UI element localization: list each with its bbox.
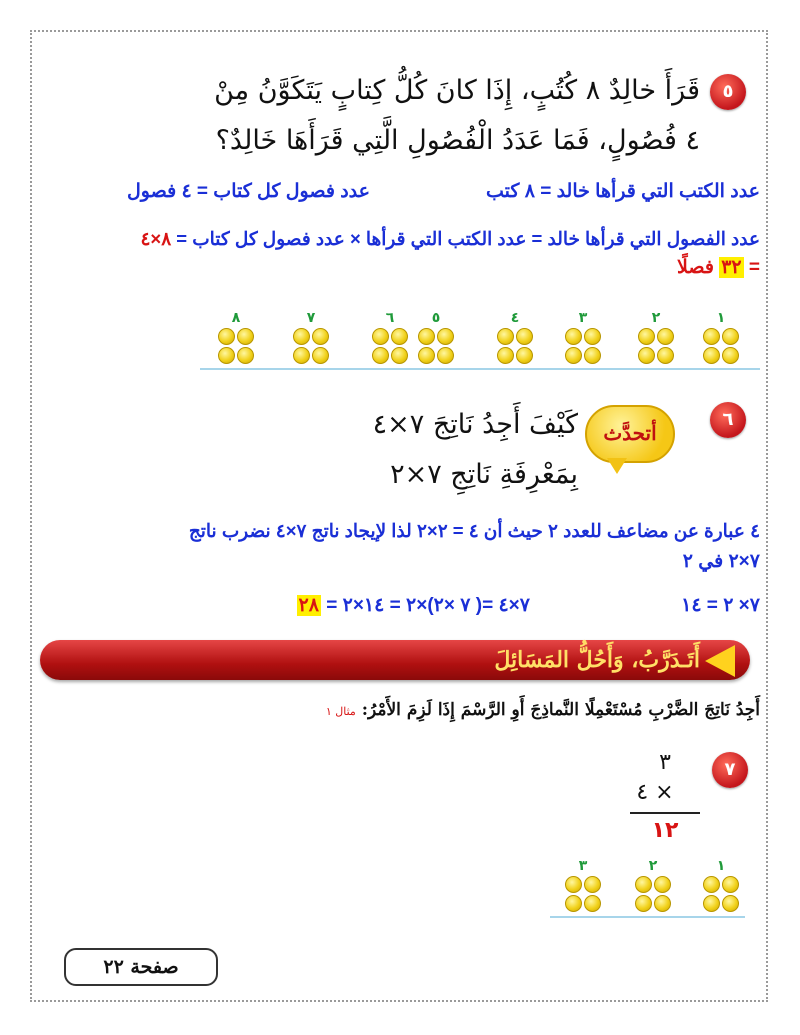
counter-group-label: ٢ [648,858,658,874]
counter-dot [497,328,514,345]
counter-group [703,328,739,364]
counter-dot [312,328,329,345]
counter-group [218,328,254,364]
question-5-line-2: ٤ فُصُولٍ، فَمَا عَدَدُ الْفُصُولِ الَّتِي قَرَأَهَا خَالِدٌ؟ [215,125,700,156]
counter-dot [654,895,671,912]
answer-6-equation-right: ٧× ٢ = ١٤ [681,595,760,616]
counter-dot [722,328,739,345]
counter-dot [722,876,739,893]
counter-dot [584,328,601,345]
counter-dot [703,895,720,912]
counter-group [703,876,739,912]
counter-dot [703,328,720,345]
instruction-line [40,700,760,720]
chapters-per-book-line: عدد فصول كل كتاب = ٤ فصول [126,181,370,202]
counter-dot [293,328,310,345]
counter-group-label: ٤ [510,310,520,326]
chapters-result-unit: فصلًا [677,257,720,278]
answer-6-explanation-1: ٤ عبارة عن مضاعف للعدد ٢ حيث أن ٤ = ٢×٢ لذا لإيجاد ناتج ٧×٤ نضرب ناتج [188,520,760,541]
counter-dot [516,328,533,345]
counter-dot [584,895,601,912]
talk-bubble [585,405,675,463]
counter-dot [237,328,254,345]
counter-group [418,328,454,364]
counter-dot [418,328,435,345]
counter-dot [418,347,435,364]
question-5-number: ٥ [710,74,746,110]
counter-baseline [550,916,745,918]
chapters-equals: = [743,257,760,278]
counter-dot [312,347,329,364]
counter-group-label: ١ [716,310,726,326]
banner-title: أَتَـدَرَّبُ، وَأَحُلُّ المَسَائِلَ [494,647,700,673]
example-ref: مثال ١ [325,705,356,718]
answer-6-equation-text: ٧×٤ =( ٧ ×٢)×٢ = ١٤×٢ = [320,595,530,616]
q7-sum-line [630,812,700,814]
counter-dot [654,876,671,893]
question-6-number: ٦ [710,402,746,438]
counter-group [635,876,671,912]
counter-dot [657,347,674,364]
talk-bubble-tail [607,458,627,474]
counter-dot [437,328,454,345]
counter-dot [391,347,408,364]
counter-dot [638,328,655,345]
counter-dot [565,328,582,345]
counter-baseline [200,368,760,370]
counter-dot [635,895,652,912]
question-5-line-1: قَرَأَ خالِدٌ ٨ كُتُبٍ، إِذَا كانَ كُلُّ كِتابٍ يَتَكَوَّنُ مِنْ [214,75,700,106]
counter-group [638,328,674,364]
counter-dot [657,328,674,345]
counter-dot [638,347,655,364]
counter-dot [584,347,601,364]
books-count-line: عدد الكتب التي قرأها خالد = ٨ كتب [485,181,760,202]
chapters-formula-expression: ٨×٤ [140,228,172,249]
question-6-line-2: بِمَعْرِفَةِ نَاتِجِ ٧×٢ [390,459,578,490]
counter-group-label: ٥ [431,310,441,326]
q7-multiplier: ٤ × [636,780,674,805]
counter-dot [722,347,739,364]
counter-dot [703,347,720,364]
counter-dot [497,347,514,364]
counter-dot [584,876,601,893]
counter-dot [703,876,720,893]
answer-6-explanation-2: ٧×٢ في ٢ [682,551,760,572]
counter-group-label: ١ [716,858,726,874]
counter-dot [237,347,254,364]
counter-dot [565,347,582,364]
counter-dot [722,895,739,912]
counter-group-label: ٧ [306,310,316,326]
q7-result: ١٢ [651,818,679,843]
counter-dot [391,328,408,345]
counter-dot [635,876,652,893]
counter-dot [372,328,389,345]
page-number: صفحة ٢٢ [103,956,179,978]
counter-group-label: ٣ [578,858,588,874]
counter-group [565,876,601,912]
counter-dot [293,347,310,364]
answer-6-equation-left [170,594,530,617]
counter-dot [565,895,582,912]
banner-arrow-icon [705,645,735,677]
chapters-formula-line [40,228,760,250]
instruction-text: أَجِدُ نَاتِجَ الضَّرْبِ مُسْتَعْمِلًا النَّماذِجَ أَوِ الرَّسْمَ إِذَا لَزِمَ الأَمْرُ: [361,700,760,720]
chapters-result-value: ٣٢ [721,257,742,278]
question-7-number: ٧ [712,752,748,788]
counter-dot [437,347,454,364]
counter-group-label: ٣ [578,310,588,326]
counter-group [565,328,601,364]
counter-group [372,328,408,364]
counter-group-label: ٦ [385,310,395,326]
counter-group-label: ٨ [231,310,241,326]
counter-group [293,328,329,364]
counter-dot [218,328,235,345]
counter-dot [372,347,389,364]
counter-dot [516,347,533,364]
counter-group [497,328,533,364]
counter-group-label: ٢ [651,310,661,326]
page-number-box [64,948,218,986]
chapters-result-line [560,256,760,279]
page-border [30,30,768,1002]
question-6-line-1: كَيْفَ أَجِدُ نَاتِجَ ٧×٤ [372,409,578,440]
answer-6-result: ٢٨ [298,595,319,616]
talk-bubble-label: أتحدَّث [603,421,657,445]
counter-dot [218,347,235,364]
counter-dot [565,876,582,893]
q7-top-number: ٣ [659,750,671,775]
chapters-formula-text: عدد الفصول التي قرأها خالد = عدد الكتب التي قرأها × عدد فصول كل كتاب = [171,228,760,249]
